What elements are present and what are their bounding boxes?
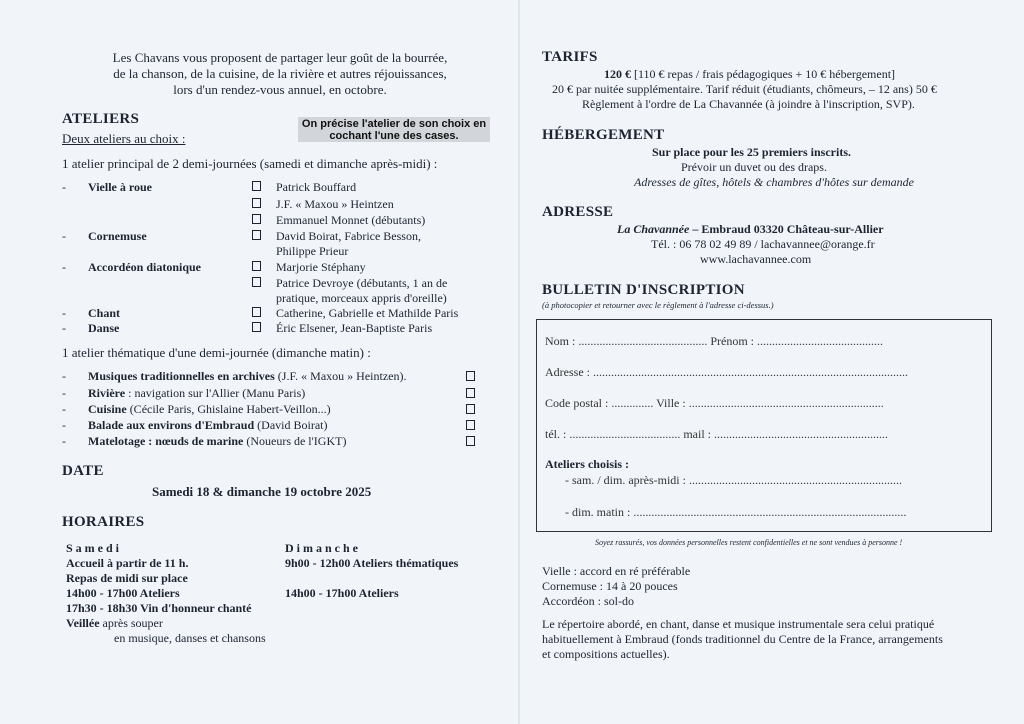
teacher: Patrice Devroye (débutants, 1 an de bbox=[276, 276, 448, 290]
checkbox[interactable] bbox=[466, 404, 475, 414]
apres-midi-field[interactable]: - sam. / dim. après-midi : ....................................................................... bbox=[565, 473, 902, 487]
thematique-intro: 1 atelier thématique d'une demi-journée (dimanche matin) : bbox=[62, 345, 371, 360]
page-fold bbox=[518, 0, 520, 724]
principal-intro: 1 atelier principal de 2 demi-journées (samedi et dimanche après-midi) : bbox=[62, 156, 438, 171]
adresse-line: La Chavannée – Embraud 03320 Château-sur-Allier bbox=[617, 222, 884, 236]
intro-line: lors d'un rendez-vous annuel, en octobre. bbox=[173, 82, 387, 97]
teacher: Éric Elsener, Jean-Baptiste Paris bbox=[276, 321, 433, 335]
veillee-line2: en musique, danses et chansons bbox=[114, 631, 266, 645]
thematique-item: Balade aux environs d'Embraud (David Boirat) bbox=[88, 418, 328, 432]
repertoire-line: et compositions actuelles). bbox=[542, 647, 670, 661]
intro-line: de la chanson, de la cuisine, de la rivière et autres réjouissances, bbox=[113, 66, 447, 81]
instrument-note: Vielle : accord en ré préférable bbox=[542, 564, 691, 578]
adresse-contact: Tél. : 06 78 02 49 89 / lachavannee@orange.fr bbox=[651, 237, 875, 251]
list-dash: - bbox=[62, 434, 66, 448]
intro bbox=[60, 50, 500, 98]
repertoire-line: Le répertoire abordé, en chant, danse et musique instrumentale sera celui pratiqué bbox=[542, 617, 935, 631]
checkbox[interactable] bbox=[466, 371, 475, 381]
tarifs-line3: Règlement à l'ordre de La Chavannée (à joindre à l'inscription, SVP). bbox=[582, 97, 915, 111]
list-dash: - bbox=[62, 180, 66, 194]
tel-mail-field[interactable]: tél. : ..................................... mail : .......................................................... bbox=[545, 427, 888, 441]
tarifs-price: 120 € [110 € repas / frais pédagogiques + 10 € hébergement] bbox=[604, 67, 896, 81]
atelier-name: Chant bbox=[88, 306, 121, 320]
checkbox[interactable] bbox=[252, 261, 261, 271]
bulletin-subtitle: (à photocopier et retourner avec le règlement à l'adresse ci-dessus.) bbox=[542, 300, 774, 310]
checkbox[interactable] bbox=[466, 420, 475, 430]
list-dash: - bbox=[62, 321, 66, 335]
samedi-line: Repas de midi sur place bbox=[66, 571, 188, 585]
instrument-note: Accordéon : sol-do bbox=[542, 594, 634, 608]
samedi-line: 17h30 - 18h30 Vin d'honneur chanté bbox=[66, 601, 252, 615]
atelier-name: Danse bbox=[88, 321, 120, 335]
teacher: Marjorie Stéphany bbox=[276, 260, 366, 274]
tarifs-heading: TARIFS bbox=[542, 49, 598, 65]
date-heading: DATE bbox=[62, 463, 104, 479]
teacher: David Boirat, Fabrice Besson, bbox=[276, 229, 421, 243]
teacher: J.F. « Maxou » Heintzen bbox=[276, 197, 394, 211]
checkbox[interactable] bbox=[252, 181, 261, 191]
horaires-heading: HORAIRES bbox=[62, 514, 145, 530]
adresse-heading: ADRESSE bbox=[542, 204, 614, 220]
list-dash: - bbox=[62, 386, 66, 400]
ateliers-note: On précise l'atelier de son choix en cochant l'une des cases. bbox=[298, 117, 490, 142]
checkbox[interactable] bbox=[466, 436, 475, 446]
atelier-name: Cornemuse bbox=[88, 229, 147, 243]
checkbox[interactable] bbox=[252, 198, 261, 208]
list-dash: - bbox=[62, 369, 66, 383]
veillee-line: Veillée après souper bbox=[66, 616, 163, 630]
samedi-line: 14h00 - 17h00 Ateliers bbox=[66, 586, 180, 600]
checkbox[interactable] bbox=[466, 388, 475, 398]
atelier-name: Vielle à roue bbox=[88, 180, 152, 194]
ateliers-choisis-label: Ateliers choisis : bbox=[545, 457, 629, 471]
checkbox[interactable] bbox=[252, 230, 261, 240]
dimanche-line: 9h00 - 12h00 Ateliers thématiques bbox=[285, 556, 459, 570]
atelier-name: Accordéon diatonique bbox=[88, 260, 202, 274]
dimanche-label: Dimanche bbox=[285, 541, 361, 555]
registration-form bbox=[536, 319, 992, 532]
checkbox[interactable] bbox=[252, 214, 261, 224]
ateliers-subheading: Deux ateliers au choix : bbox=[62, 131, 186, 146]
teacher: Emmanuel Monnet (débutants) bbox=[276, 213, 426, 227]
teacher: Patrick Bouffard bbox=[276, 180, 357, 194]
list-dash: - bbox=[62, 260, 66, 274]
code-postal-ville-field[interactable]: Code postal : .............. Ville : ................................................................. bbox=[545, 396, 884, 410]
thematique-item: Matelotage : nœuds de marine (Noueurs de l'IGKT) bbox=[88, 434, 347, 448]
thematique-item: Cuisine (Cécile Paris, Ghislaine Habert-Veillon...) bbox=[88, 402, 331, 416]
dimanche-line: 14h00 - 17h00 Ateliers bbox=[285, 586, 399, 600]
instrument-note: Cornemuse : 14 à 20 pouces bbox=[542, 579, 678, 593]
date-value: Samedi 18 & dimanche 19 octobre 2025 bbox=[152, 484, 372, 499]
matin-field[interactable]: - dim. matin : ........................................................................................... bbox=[565, 505, 907, 519]
hebergement-line1: Sur place pour les 25 premiers inscrits. bbox=[652, 145, 851, 159]
checkbox[interactable] bbox=[252, 307, 261, 317]
list-dash: - bbox=[62, 418, 66, 432]
list-dash: - bbox=[62, 306, 66, 320]
samedi-label: Samedi bbox=[66, 541, 123, 555]
adresse-field[interactable]: Adresse : ......................................................................................................... bbox=[545, 365, 908, 379]
thematique-item: Rivière : navigation sur l'Allier (Manu Paris) bbox=[88, 386, 306, 400]
teacher: pratique, morceaux appris d'oreille) bbox=[276, 291, 447, 305]
thematique-item: Musiques traditionnelles en archives (J.F. « Maxou » Heintzen). bbox=[88, 369, 407, 383]
bulletin-heading: BULLETIN D'INSCRIPTION bbox=[542, 282, 745, 298]
hebergement-heading: HÉBERGEMENT bbox=[542, 127, 665, 143]
list-dash: - bbox=[62, 402, 66, 416]
samedi-line: Accueil à partir de 11 h. bbox=[66, 556, 189, 570]
teacher: Philippe Prieur bbox=[276, 244, 349, 258]
teacher: Catherine, Gabrielle et Mathilde Paris bbox=[276, 306, 459, 320]
checkbox[interactable] bbox=[252, 277, 261, 287]
checkbox[interactable] bbox=[252, 322, 261, 332]
tarifs-line2: 20 € par nuitée supplémentaire. Tarif réduit (étudiants, chômeurs, – 12 ans) 50 € bbox=[552, 82, 937, 96]
list-dash: - bbox=[62, 229, 66, 243]
nom-prenom-field[interactable]: Nom : ........................................... Prénom : .......................................... bbox=[545, 334, 883, 348]
adresse-web[interactable]: www.lachavannee.com bbox=[700, 252, 812, 266]
privacy-note: Soyez rassurés, vos données personnelles restent confidentielles et ne sont vendues à personne ! bbox=[595, 538, 903, 547]
intro-line: Les Chavans vous proposent de partager leur goût de la bourrée, bbox=[112, 50, 448, 65]
hebergement-line3: Adresses de gîtes, hôtels & chambres d'hôtes sur demande bbox=[634, 175, 914, 189]
hebergement-line2: Prévoir un duvet ou des draps. bbox=[681, 160, 827, 174]
ateliers-heading: ATELIERS bbox=[62, 111, 140, 127]
repertoire-line: habituellement à Embraud (fonds traditionnel du Centre de la France, arrangements bbox=[542, 632, 943, 646]
